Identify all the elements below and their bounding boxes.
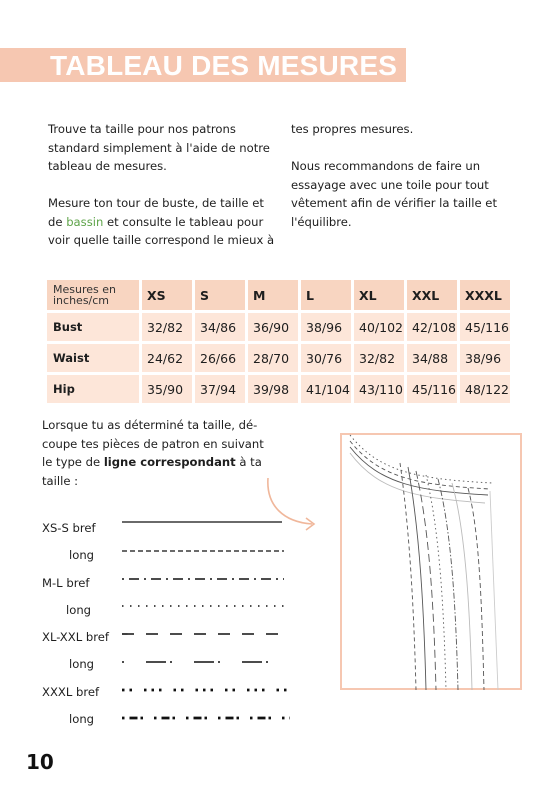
size-table <box>44 277 513 406</box>
legend-label: long <box>66 603 92 617</box>
intro-right-line: Nous recommandons de faire un <box>291 159 481 173</box>
pattern-line <box>426 475 446 690</box>
intro-left-line <box>48 213 283 232</box>
table-cell: 35/90 <box>142 375 192 403</box>
table-cell: 32/82 <box>354 344 404 372</box>
table-cell: 37/94 <box>195 375 245 403</box>
table-cell: 30/76 <box>301 344 351 372</box>
legend-label: long <box>69 548 95 562</box>
pattern-line <box>438 479 458 690</box>
header-label-line: Mesures en <box>53 282 116 296</box>
size-header: XXL <box>407 280 457 310</box>
size-header: XS <box>142 280 192 310</box>
size-header: M <box>248 280 298 310</box>
intro-left <box>48 120 283 250</box>
legend-label: XS-S bref <box>42 521 96 535</box>
table-cell: 38/96 <box>460 344 510 372</box>
pattern-line <box>350 447 488 495</box>
page-number: 10 <box>26 750 54 774</box>
instructions <box>42 416 272 490</box>
intro-left-line: voir quelle taille correspond le mieux à <box>48 233 275 247</box>
table-cell: 24/62 <box>142 344 192 372</box>
instructions-line <box>42 453 272 472</box>
pattern-line <box>416 471 436 690</box>
table-cell: 40/102 <box>354 313 404 341</box>
instructions-line: coupe tes pièces de patron en suivant <box>42 436 264 451</box>
table-cell: 43/110 <box>354 375 404 403</box>
text: de <box>48 214 67 229</box>
legend-label: XXXL bref <box>42 685 100 699</box>
legend-label: long <box>69 712 95 726</box>
table-cell: 45/116 <box>460 313 510 341</box>
intro-right-line: l'équilibre. <box>291 214 352 229</box>
legend-label: M-L bref <box>42 576 90 590</box>
size-header: XL <box>354 280 404 310</box>
arrow-icon <box>262 476 322 536</box>
table-row <box>47 375 510 403</box>
pattern-line <box>490 491 498 690</box>
table-cell: 26/66 <box>195 344 245 372</box>
intro-left-line: Mesure ton tour de buste, de taille et <box>48 196 264 210</box>
table-cell: 28/70 <box>248 344 298 372</box>
table-cell: 39/98 <box>248 375 298 403</box>
intro-left-line: Trouve ta taille pour nos patrons <box>48 122 236 136</box>
bold-text: ligne correspondant <box>103 455 236 469</box>
pattern-line <box>400 463 416 690</box>
size-header: XXXL <box>460 280 510 310</box>
intro-right-line: vêtement afin de vérifier la taille et <box>291 196 497 210</box>
table-header-label <box>47 280 139 310</box>
legend-label: long <box>69 657 95 671</box>
page-title: TABLEAU DES MESURES <box>50 50 398 81</box>
intro-left-line: standard simplement à l'aide de notre <box>48 140 270 155</box>
intro-left-line: tableau de mesures. <box>48 159 167 173</box>
text: à ta <box>235 455 262 469</box>
text: et consulte le tableau pour <box>103 214 264 229</box>
table-cell: 38/96 <box>301 313 351 341</box>
instructions-line: taille : <box>42 473 79 488</box>
text: le type de <box>42 455 104 469</box>
intro-right <box>291 120 521 231</box>
table-cell: 34/88 <box>407 344 457 372</box>
table-cell: 32/82 <box>142 313 192 341</box>
pattern-line <box>350 441 490 489</box>
instructions-line: Lorsque tu as déterminé ta taille, dé- <box>42 418 258 432</box>
size-header: S <box>195 280 245 310</box>
highlight-word: bassin <box>66 214 104 229</box>
size-header: L <box>301 280 351 310</box>
table-cell: 36/90 <box>248 313 298 341</box>
pattern-line <box>468 488 484 690</box>
row-label: Bust <box>47 313 139 341</box>
table-cell: 41/104 <box>301 375 351 403</box>
table-cell: 34/86 <box>195 313 245 341</box>
intro-right-line: tes propres mesures. <box>291 122 414 136</box>
pattern-line <box>452 483 472 690</box>
line-samples <box>118 510 298 732</box>
header-label-line: inches/cm <box>53 294 110 307</box>
pattern-line <box>408 467 426 690</box>
table-cell: 42/108 <box>407 313 457 341</box>
table-row <box>47 344 510 372</box>
row-label: Waist <box>47 344 139 372</box>
pattern-diagram <box>340 433 522 690</box>
pattern-line <box>350 435 492 483</box>
table-header-row <box>47 280 510 310</box>
row-label: Hip <box>47 375 139 403</box>
table-row <box>47 313 510 341</box>
table-cell: 48/122 <box>460 375 510 403</box>
intro-right-line: essayage avec une toile pour tout <box>291 177 489 192</box>
table-cell: 45/116 <box>407 375 457 403</box>
legend-label: XL-XXL bref <box>42 630 109 644</box>
